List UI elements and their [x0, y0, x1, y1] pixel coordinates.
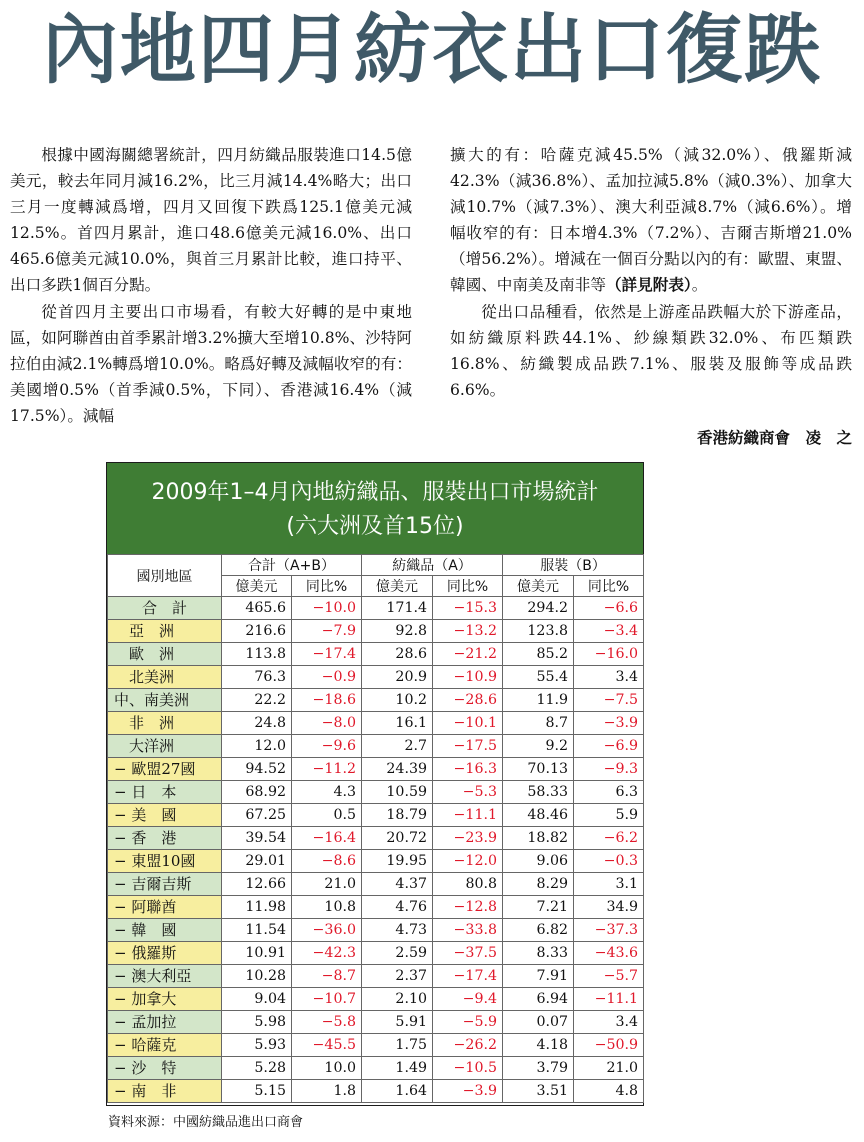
table-row	[108, 781, 644, 804]
cell-pct: −13.2	[433, 620, 503, 643]
article-paragraph: 從出口品種看，依然是上游產品跌幅大於下游產品，如紡織原料跌44.1%、紗線類跌32.0%、布匹類跌16.8%、紡織製成品跌7.1%、服裝及服飾等成品跌6.6%。	[450, 302, 852, 399]
cell-amount: 24.8	[222, 712, 292, 735]
table-row	[108, 850, 644, 873]
row-region-name: − 日 本	[108, 781, 222, 804]
cell-amount: 9.2	[503, 735, 574, 758]
table-title: 2009年1–4月內地紡織品、服裝出口市場統計	[151, 480, 599, 505]
header-pct: 同比%	[292, 576, 362, 597]
cell-amount: 10.59	[362, 781, 433, 804]
header-group-apparel: 服裝（B）	[503, 555, 644, 576]
row-region-name: − 孟加拉	[108, 1011, 222, 1034]
cell-amount: 1.75	[362, 1034, 433, 1057]
cell-pct: −8.7	[292, 965, 362, 988]
cell-pct: −12.8	[433, 896, 503, 919]
cell-amount: 24.39	[362, 758, 433, 781]
table-row	[108, 1011, 644, 1034]
cell-amount: 4.76	[362, 896, 433, 919]
cell-pct: −36.0	[292, 919, 362, 942]
cell-amount: 12.66	[222, 873, 292, 896]
table-title-banner	[107, 463, 643, 554]
cell-amount: 10.2	[362, 689, 433, 712]
header-amount: 億美元	[362, 576, 433, 597]
row-region-name: − 哈薩克	[108, 1034, 222, 1057]
cell-amount: 216.6	[222, 620, 292, 643]
cell-pct: −33.8	[433, 919, 503, 942]
row-region-name: − 澳大利亞	[108, 965, 222, 988]
cell-pct: 0.5	[292, 804, 362, 827]
headline: 內地四月紡衣出口復跌	[42, 5, 822, 94]
table-row	[108, 1057, 644, 1080]
cell-amount: 20.9	[362, 666, 433, 689]
cell-amount: 5.15	[222, 1080, 292, 1103]
table-row	[108, 804, 644, 827]
row-region-name: − 香 港	[108, 827, 222, 850]
cell-amount: 4.37	[362, 873, 433, 896]
row-region-name: 非 洲	[108, 712, 222, 735]
cell-amount: 11.54	[222, 919, 292, 942]
cell-pct: −37.3	[574, 919, 644, 942]
cell-amount: 92.8	[362, 620, 433, 643]
cell-amount: 18.79	[362, 804, 433, 827]
statistics-table-box	[106, 462, 644, 1106]
cell-pct: −10.1	[433, 712, 503, 735]
cell-pct: −15.3	[433, 597, 503, 620]
article-paragraph: 根據中國海關總署統計，四月紡織品服裝進口14.5億美元，較去年同月減16.2%，比三月減14.4%略大；出口三月一度轉減爲增，四月又回復下跌爲125.1億美元減12.5%。首四月累計，進口48.6億美元減16.0%、出口465.6億美元減10.0%，與首三月累計比較，進口持平、出口多跌1個百分點。	[10, 146, 412, 295]
cell-amount: 76.3	[222, 666, 292, 689]
cell-pct: −11.2	[292, 758, 362, 781]
row-region-name: − 韓 國	[108, 919, 222, 942]
cell-amount: 6.94	[503, 988, 574, 1011]
table-row	[108, 896, 644, 919]
table-row	[108, 712, 644, 735]
cell-amount: 18.82	[503, 827, 574, 850]
article-right-column	[450, 142, 852, 403]
cell-pct: −7.9	[292, 620, 362, 643]
cell-pct: −10.7	[292, 988, 362, 1011]
row-region-name: 北美洲	[108, 666, 222, 689]
header-region: 國別地區	[108, 555, 222, 597]
cell-pct: −6.6	[574, 597, 644, 620]
cell-pct: 3.4	[574, 1011, 644, 1034]
cell-pct: −17.4	[292, 643, 362, 666]
row-region-name: 大洋洲	[108, 735, 222, 758]
cell-pct: −3.4	[574, 620, 644, 643]
table-row	[108, 1034, 644, 1057]
cell-pct: −37.5	[433, 942, 503, 965]
cell-pct: −23.9	[433, 827, 503, 850]
table-row	[108, 666, 644, 689]
cell-amount: 8.29	[503, 873, 574, 896]
cell-pct: −5.7	[574, 965, 644, 988]
cell-pct: 21.0	[574, 1057, 644, 1080]
cell-pct: 3.4	[574, 666, 644, 689]
cell-pct: −18.6	[292, 689, 362, 712]
row-region-name: 中、南美洲	[108, 689, 222, 712]
cell-amount: 11.9	[503, 689, 574, 712]
cell-amount: 10.91	[222, 942, 292, 965]
cell-pct: −16.4	[292, 827, 362, 850]
cell-pct: −17.5	[433, 735, 503, 758]
cell-amount: 3.51	[503, 1080, 574, 1103]
cell-pct: −10.9	[433, 666, 503, 689]
cell-amount: 5.91	[362, 1011, 433, 1034]
cell-pct: −8.6	[292, 850, 362, 873]
cell-pct: −9.4	[433, 988, 503, 1011]
cell-amount: 2.7	[362, 735, 433, 758]
cell-amount: 294.2	[503, 597, 574, 620]
cell-amount: 19.95	[362, 850, 433, 873]
article-text-end: 。	[691, 276, 708, 295]
article-left-column	[10, 142, 412, 429]
row-region-name: − 加拿大	[108, 988, 222, 1011]
table-row	[108, 873, 644, 896]
cell-pct: −50.9	[574, 1034, 644, 1057]
cell-pct: −9.6	[292, 735, 362, 758]
cell-amount: 1.49	[362, 1057, 433, 1080]
cell-amount: 58.33	[503, 781, 574, 804]
cell-amount: 85.2	[503, 643, 574, 666]
cell-pct: −26.2	[433, 1034, 503, 1057]
cell-pct: −5.8	[292, 1011, 362, 1034]
row-region-name: − 美 國	[108, 804, 222, 827]
cell-amount: 9.06	[503, 850, 574, 873]
cell-pct: 6.3	[574, 781, 644, 804]
cell-pct: −11.1	[433, 804, 503, 827]
header-amount: 億美元	[222, 576, 292, 597]
cell-amount: 5.98	[222, 1011, 292, 1034]
table-row	[108, 620, 644, 643]
cell-amount: 4.73	[362, 919, 433, 942]
cell-pct: 4.8	[574, 1080, 644, 1103]
row-region-name: − 南 非	[108, 1080, 222, 1103]
cell-pct: −16.0	[574, 643, 644, 666]
cell-amount: 5.28	[222, 1057, 292, 1080]
cell-pct: −8.0	[292, 712, 362, 735]
row-region-name: − 沙 特	[108, 1057, 222, 1080]
cell-pct: −3.9	[574, 712, 644, 735]
cell-pct: −6.2	[574, 827, 644, 850]
cell-amount: 16.1	[362, 712, 433, 735]
row-region-name: − 俄羅斯	[108, 942, 222, 965]
table-row	[108, 919, 644, 942]
cell-amount: 67.25	[222, 804, 292, 827]
article-paragraph: 從首四月主要出口市場看，有較大好轉的是中東地區，如阿聯酋由首季累計增3.2%擴大至增10.8%、沙特阿拉伯由減2.1%轉爲增10.0%。略爲好轉及減幅收窄的有：美國增0.5%（首季減0.5%，下同）、香港減16.4%（減17.5%）。減幅	[10, 302, 412, 425]
cell-amount: 123.8	[503, 620, 574, 643]
cell-amount: 2.59	[362, 942, 433, 965]
cell-amount: 29.01	[222, 850, 292, 873]
cell-pct: 4.3	[292, 781, 362, 804]
cell-amount: 113.8	[222, 643, 292, 666]
cell-pct: −43.6	[574, 942, 644, 965]
header-group-total: 合計（A+B）	[222, 555, 362, 576]
table-row	[108, 942, 644, 965]
see-table-note: （詳見附表）	[605, 276, 692, 295]
row-region-name: − 歐盟27國	[108, 758, 222, 781]
cell-amount: 9.04	[222, 988, 292, 1011]
cell-amount: 6.82	[503, 919, 574, 942]
cell-pct: 80.8	[433, 873, 503, 896]
cell-amount: 94.52	[222, 758, 292, 781]
table-row	[108, 735, 644, 758]
cell-pct: −10.0	[292, 597, 362, 620]
cell-pct: −45.5	[292, 1034, 362, 1057]
cell-amount: 12.0	[222, 735, 292, 758]
cell-amount: 3.79	[503, 1057, 574, 1080]
cell-amount: 0.07	[503, 1011, 574, 1034]
cell-amount: 1.64	[362, 1080, 433, 1103]
cell-pct: −10.5	[433, 1057, 503, 1080]
row-region-name: − 阿聯酋	[108, 896, 222, 919]
cell-pct: −3.9	[433, 1080, 503, 1103]
cell-amount: 8.7	[503, 712, 574, 735]
cell-amount: 68.92	[222, 781, 292, 804]
cell-amount: 70.13	[503, 758, 574, 781]
article-text: 擴大的有：哈薩克減45.5%（減32.0%）、俄羅斯減42.3%（減36.8%）、孟加拉減5.8%（減0.3%）、加拿大減10.7%（減7.3%）、澳大利亞減8.7%（減6.6%）。增幅收窄的有：日本增4.3%（7.2%）、吉爾吉斯增21.0%（增56.2%）。增減在一個百分點以內的有：歐盟、東盟、韓國、中南美及南非等	[450, 146, 852, 295]
table-row	[108, 597, 644, 620]
cell-amount: 10.28	[222, 965, 292, 988]
table-body	[108, 597, 644, 1103]
cell-pct: 1.8	[292, 1080, 362, 1103]
header-pct: 同比%	[433, 576, 503, 597]
cell-amount: 2.37	[362, 965, 433, 988]
cell-pct: −28.6	[433, 689, 503, 712]
cell-pct: −5.9	[433, 1011, 503, 1034]
cell-pct: −16.3	[433, 758, 503, 781]
row-region-name: − 東盟10國	[108, 850, 222, 873]
cell-pct: 34.9	[574, 896, 644, 919]
cell-amount: 7.21	[503, 896, 574, 919]
row-region-name: 合 計	[108, 597, 222, 620]
table-row	[108, 988, 644, 1011]
cell-amount: 39.54	[222, 827, 292, 850]
table-row	[108, 1080, 644, 1103]
row-region-name: − 吉爾吉斯	[108, 873, 222, 896]
cell-pct: −7.5	[574, 689, 644, 712]
cell-pct: −21.2	[433, 643, 503, 666]
table-row	[108, 827, 644, 850]
row-region-name: 歐 洲	[108, 643, 222, 666]
cell-pct: −9.3	[574, 758, 644, 781]
cell-amount: 8.33	[503, 942, 574, 965]
cell-amount: 22.2	[222, 689, 292, 712]
cell-amount: 11.98	[222, 896, 292, 919]
cell-pct: 5.9	[574, 804, 644, 827]
cell-amount: 55.4	[503, 666, 574, 689]
table-row	[108, 758, 644, 781]
cell-amount: 28.6	[362, 643, 433, 666]
cell-amount: 171.4	[362, 597, 433, 620]
table-row	[108, 965, 644, 988]
cell-amount: 4.18	[503, 1034, 574, 1057]
cell-amount: 2.10	[362, 988, 433, 1011]
header-pct: 同比%	[574, 576, 644, 597]
cell-pct: −6.9	[574, 735, 644, 758]
cell-pct: 21.0	[292, 873, 362, 896]
table-source: 資料來源：中國紡織品進出口商會	[108, 1115, 304, 1130]
table-row	[108, 689, 644, 712]
table-row	[108, 643, 644, 666]
author-signature: 香港紡織商會 凌 之	[696, 429, 852, 447]
cell-pct: 3.1	[574, 873, 644, 896]
article-paragraph	[450, 142, 852, 299]
cell-amount: 20.72	[362, 827, 433, 850]
cell-pct: −5.3	[433, 781, 503, 804]
cell-amount: 7.91	[503, 965, 574, 988]
table-subtitle: (六大洲及首15位)	[286, 514, 464, 539]
cell-pct: −0.9	[292, 666, 362, 689]
header-amount: 億美元	[503, 576, 574, 597]
cell-pct: −17.4	[433, 965, 503, 988]
cell-amount: 465.6	[222, 597, 292, 620]
cell-pct: −11.1	[574, 988, 644, 1011]
cell-amount: 48.46	[503, 804, 574, 827]
export-statistics-table	[107, 554, 644, 1103]
cell-pct: −12.0	[433, 850, 503, 873]
cell-pct: 10.0	[292, 1057, 362, 1080]
cell-amount: 5.93	[222, 1034, 292, 1057]
header-group-textiles: 紡織品（A）	[362, 555, 503, 576]
cell-pct: −42.3	[292, 942, 362, 965]
row-region-name: 亞 洲	[108, 620, 222, 643]
cell-pct: −0.3	[574, 850, 644, 873]
cell-pct: 10.8	[292, 896, 362, 919]
